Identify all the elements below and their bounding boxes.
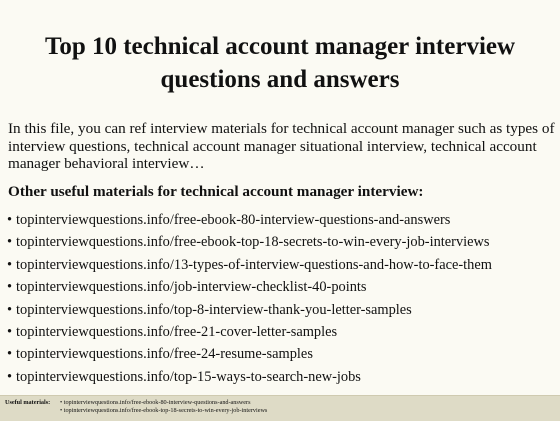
bullet-icon: • — [7, 324, 13, 341]
intro-paragraph: In this file, you can ref interview materials for technical account manager such as types of interview questions, technical account manager situational interview, technical account manager behavioral interview… — [8, 120, 555, 172]
footer-item[interactable] — [60, 399, 267, 407]
list-item[interactable] — [7, 299, 557, 321]
materials-heading: Other useful materials for technical account manager interview: — [8, 183, 424, 200]
bullet-icon: • — [7, 212, 13, 228]
bullet-icon: • — [7, 256, 13, 273]
link-text[interactable]: topinterviewquestions.info/top-15-ways-to-search-new-jobs — [16, 368, 361, 385]
link-text[interactable]: topinterviewquestions.info/free-ebook-80-interview-questions-and-answers — [16, 212, 451, 228]
link-text[interactable]: topinterviewquestions.info/job-interview-checklist-40-points — [16, 279, 367, 296]
list-item[interactable] — [7, 209, 557, 231]
bullet-icon: • — [7, 368, 13, 385]
footer-bullet-icon: • — [60, 407, 63, 414]
materials-list — [7, 209, 557, 388]
link-text[interactable]: topinterviewquestions.info/free-24-resume-samples — [16, 346, 313, 363]
link-text[interactable]: topinterviewquestions.info/top-8-interview-thank-you-letter-samples — [16, 301, 412, 318]
bullet-icon: • — [7, 301, 13, 318]
list-item[interactable] — [7, 231, 557, 253]
footer-link-text[interactable]: topinterviewquestions.info/free-ebook-80-interview-questions-and-answers — [63, 399, 251, 406]
footer-bar — [0, 395, 560, 421]
list-item[interactable] — [7, 366, 557, 388]
footer-bullet-icon: • — [60, 399, 63, 406]
list-item[interactable] — [7, 254, 557, 276]
footer-link-text[interactable]: topinterviewquestions.info/free-ebook-top-18-secrets-to-win-every-job-interviews — [63, 407, 268, 414]
bullet-icon: • — [7, 346, 13, 363]
link-text[interactable]: topinterviewquestions.info/13-types-of-interview-questions-and-how-to-face-them — [16, 256, 492, 273]
list-item[interactable] — [7, 343, 557, 365]
slide-title: Top 10 technical account manager interview questions and answers — [44, 33, 516, 93]
link-text[interactable]: topinterviewquestions.info/free-21-cover-letter-samples — [16, 324, 338, 341]
footer-list — [60, 399, 267, 415]
list-item[interactable] — [7, 276, 557, 298]
bullet-icon: • — [7, 279, 13, 296]
footer-item[interactable] — [60, 407, 267, 415]
footer-label: Useful materials: — [5, 399, 51, 406]
list-item[interactable] — [7, 321, 557, 343]
bullet-icon: • — [7, 234, 13, 251]
link-text[interactable]: topinterviewquestions.info/free-ebook-top-18-secrets-to-win-every-job-interviews — [16, 234, 490, 251]
